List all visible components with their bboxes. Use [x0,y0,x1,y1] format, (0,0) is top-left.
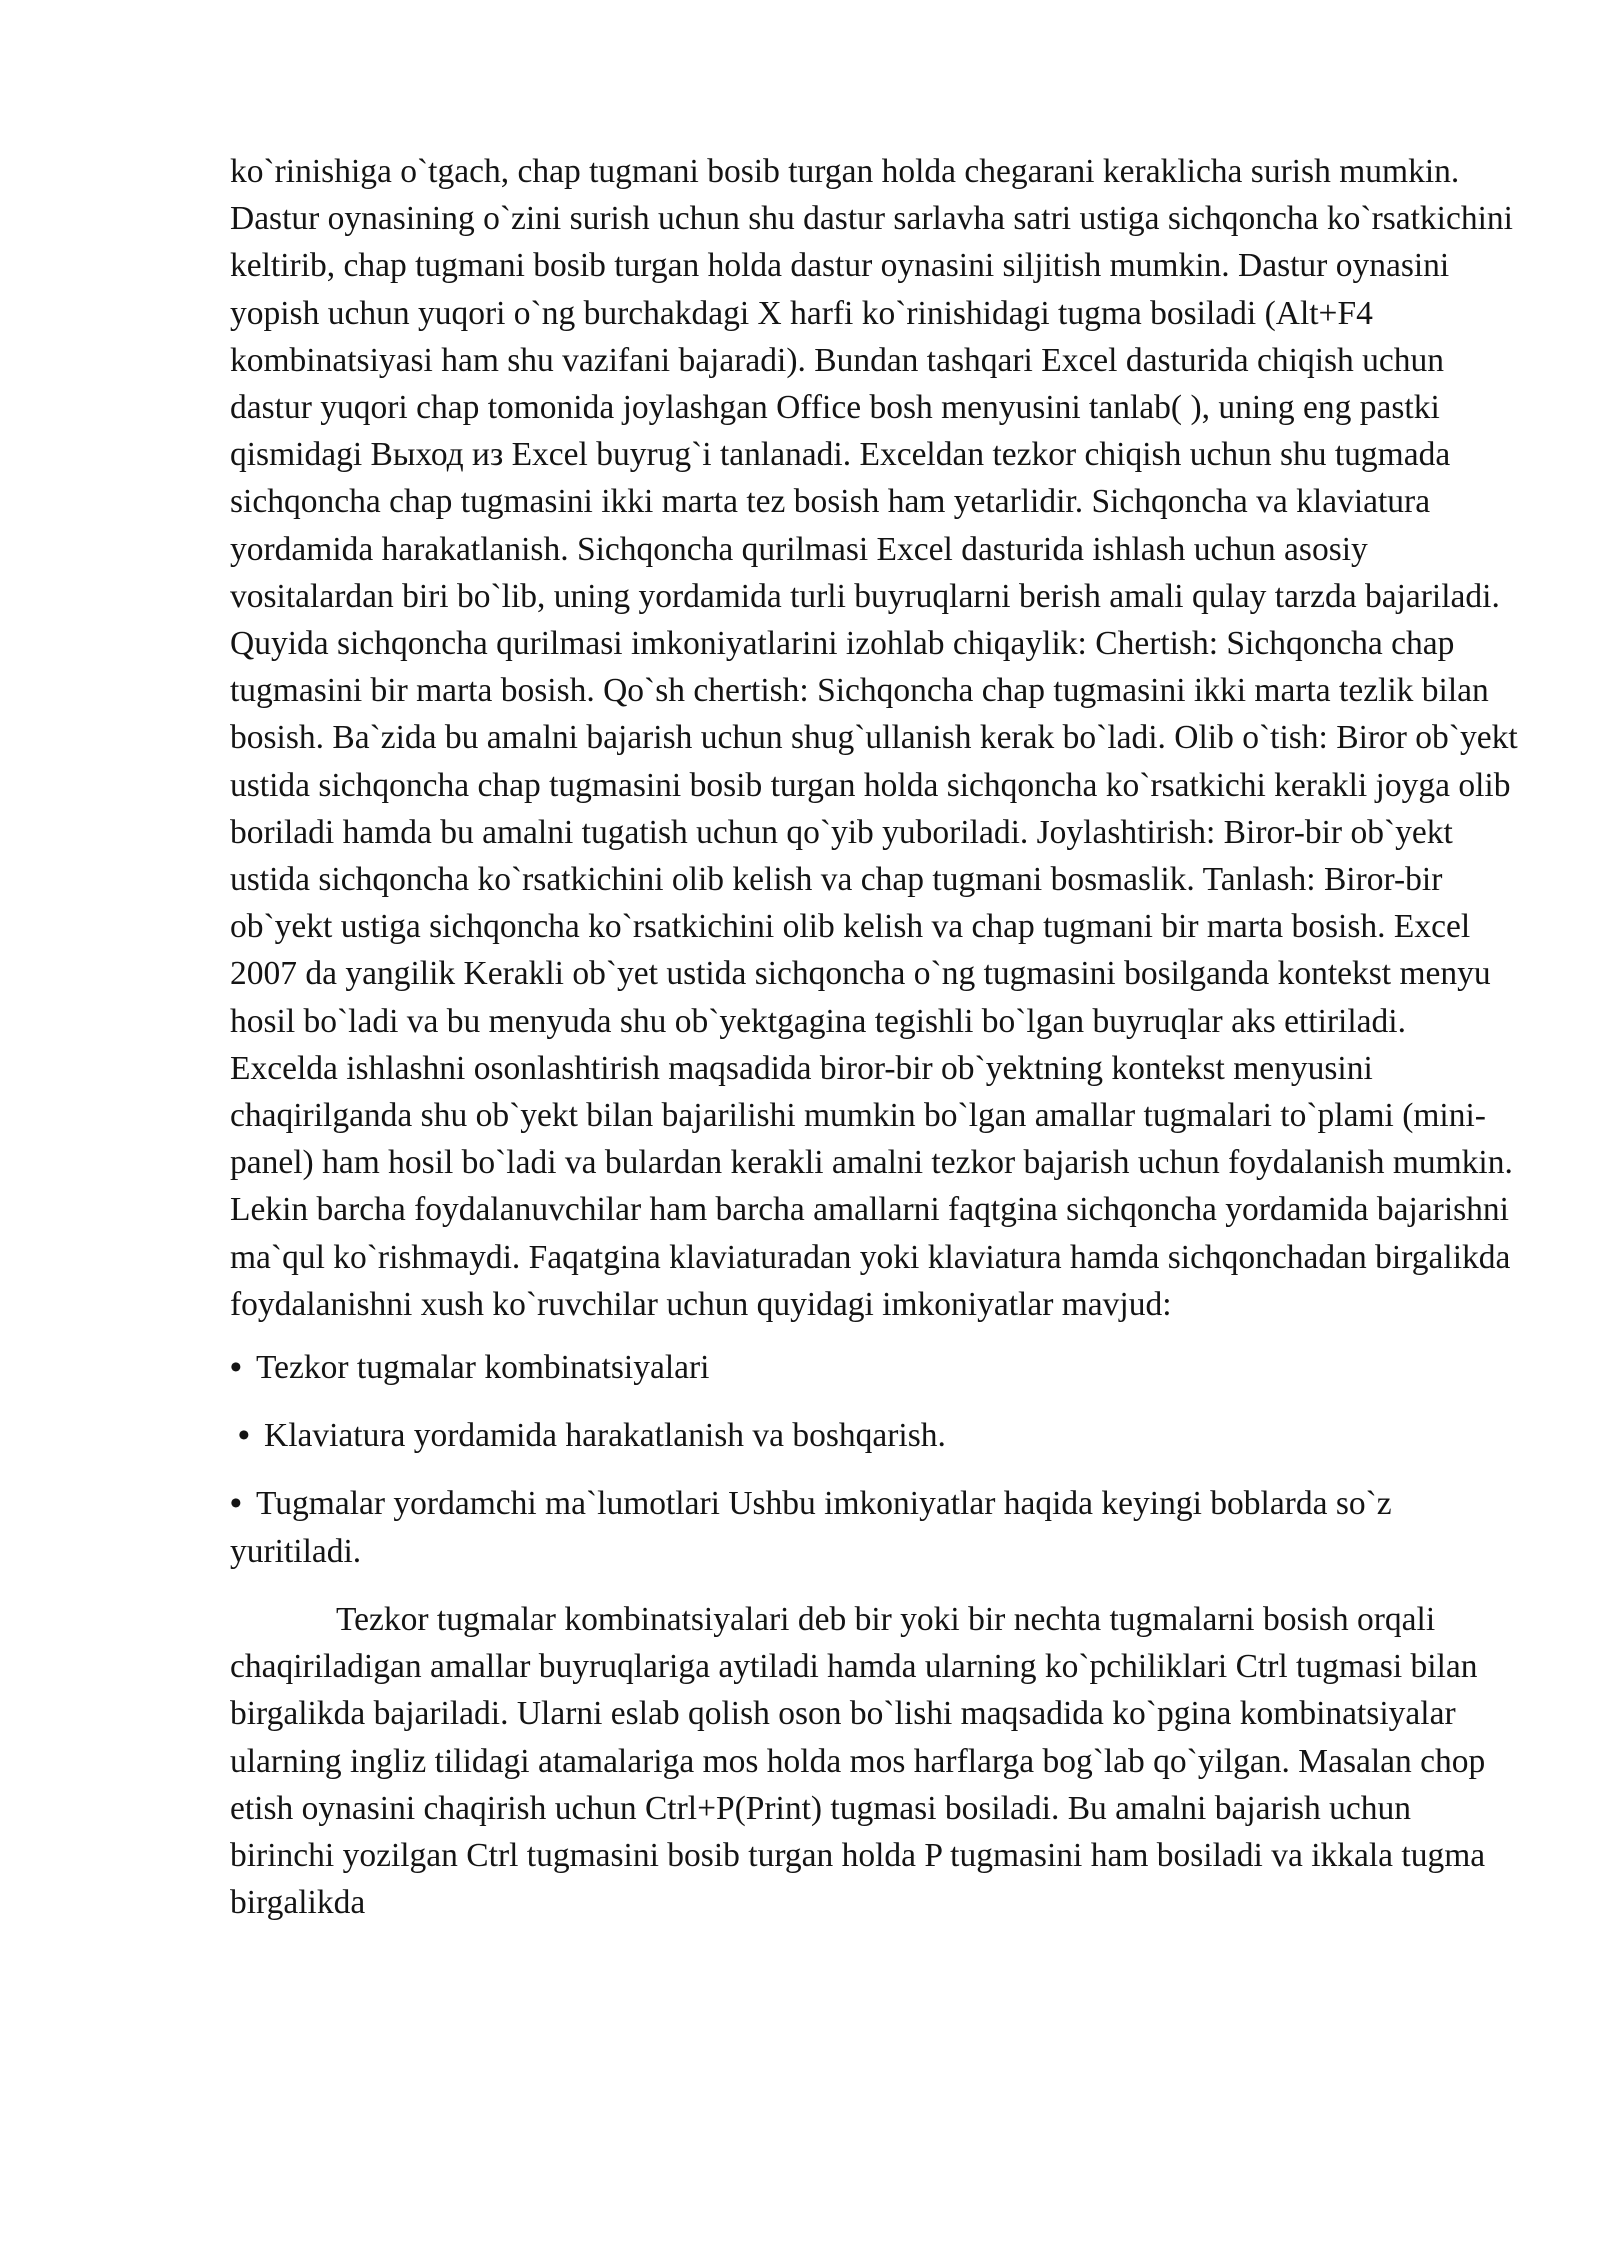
list-item-text: Tezkor tugmalar kombinatsiyalari [256,1349,710,1387]
bullet-icon: • [230,1485,242,1523]
bullet-icon: • [230,1349,242,1387]
body-paragraph-2: Tezkor tugmalar kombinatsiyalari deb bir yoki bir nechta tugmalarni bosish orqali chaqiriladigan amallar buyruqlariga aytiladi hamda ularning ko`pchiliklari Ctrl tugmasi bilan birgalikda bajariladi. Ularni eslab qolish oson bo`lishi maqsadida ko`pgina kombinatsiyalar ularning ingliz tilidagi atamalariga mos holda mos harflarga bog`lab qo`yilgan. Masalan chop etish oynasini chaqirish uchun Ctrl+P(Print) tugmasi bosiladi. Bu amalni bajarish uchun birinchi yozilgan Ctrl tugmasini bosib turgan holda P tugmasini ham bosiladi va ikkala tugma birgalikda [230,1600,1486,1922]
body-paragraph-1: ko`rinishiga o`tgach, chap tugmani bosib turgan holda chegarani keraklicha surish mumkin. Dastur oynasining o`zini surish uchun shu dastur sarlavha satri ustiga sichqoncha ko`rsatkichini keltirib, chap tugmani bosib turgan holda dastur oynasini siljitish mumkin. Dastur oynasini yopish uchun yuqori o`ng burchakdagi X harfi ko`rinishidagi tugma bosiladi (Alt+F4 kombinatsiyasi ham shu vazifani bajaradi). Bundan tashqari Excel dasturida chiqish uchun dastur yuqori chap tomonida joylashgan Office bosh menyusini tanlab( ), uning eng pastki qismidagi Выход из Excel buyrug`i tanlanadi. Exceldan tezkor chiqish uchun shu tugmada sichqoncha chap tugmasini ikki marta tez bosish ham yetarlidir. Sichqoncha va klaviatura yordamida harakatlanish. Sichqoncha qurilmasi Excel dasturida ishlash uchun asosiy vositalardan biri bo`lib, uning yordamida turli buyruqlarni berish amali qulay tarzda bajariladi. Quyida sichqoncha qurilmasi imkoniyatlarini izohlab chiqaylik: Chertish: Sichqoncha chap tugmasini bir marta bosish. Qo`sh chertish: Sichqoncha chap tugmasini ikki marta tezlik bilan bosish. Ba`zida bu amalni bajarish uchun shug`ullanish kerak bo`ladi. Olib o`tish: Biror ob`yekt ustida sichqoncha chap tugmasini bosib turgan holda sichqoncha ko`rsatkichi kerakli joyga olib boriladi hamda bu amalni tugatish uchun qo`yib yuboriladi. Joylashtirish: Biror-bir ob`yekt ustida sichqoncha ko`rsatkichini olib kelish va chap tugmani bosmaslik. Tanlash: Biror-bir ob`yekt ustiga sichqoncha ko`rsatkichini olib kelish va chap tugmani bir marta bosish. Excel 2007 da yangilik Kerakli ob`yet ustida sichqoncha o`ng tugmasini bosilganda kontekst menyu hosil bo`ladi va bu menyuda shu ob`yektgagina tegishli bo`lgan buyruqlar aks ettiriladi. Excelda ishlashni osonlashtirish maqsadida biror-bir ob`yektning kontekst menyusini chaqirilganda shu ob`yekt bilan bajarilishi mumkin bo`lgan amallar tugmalari to`plami (mini-panel) ham hosil bo`ladi va bulardan kerakli amalni tezkor bajarish uchun foydalanish mumkin. Lekin barcha foydalanuvchilar ham barcha amallarni faqtgina sichqoncha yordamida bajarishni ma`qul ko`rishmaydi. Faqatgina klaviaturadan yoki klaviatura hamda sichqonchadan birgalikda foydalanishni xush ko`ruvchilar uchun quyidagi imkoniyatlar mavjud: [230,153,1518,1323]
bullet-list [230,1344,1520,1575]
list-item [230,1480,1520,1574]
list-item-text: Klaviatura yordamida harakatlanish va boshqarish. [264,1417,946,1455]
list-item-text: Tugmalar yordamchi ma`lumotlari Ushbu imkoniyatlar haqida keyingi boblarda so`z yuritiladi. [230,1485,1392,1570]
document-page [230,148,1520,1926]
bullet-icon: • [238,1417,250,1455]
list-item [230,1344,1520,1391]
list-item [230,1412,1520,1459]
